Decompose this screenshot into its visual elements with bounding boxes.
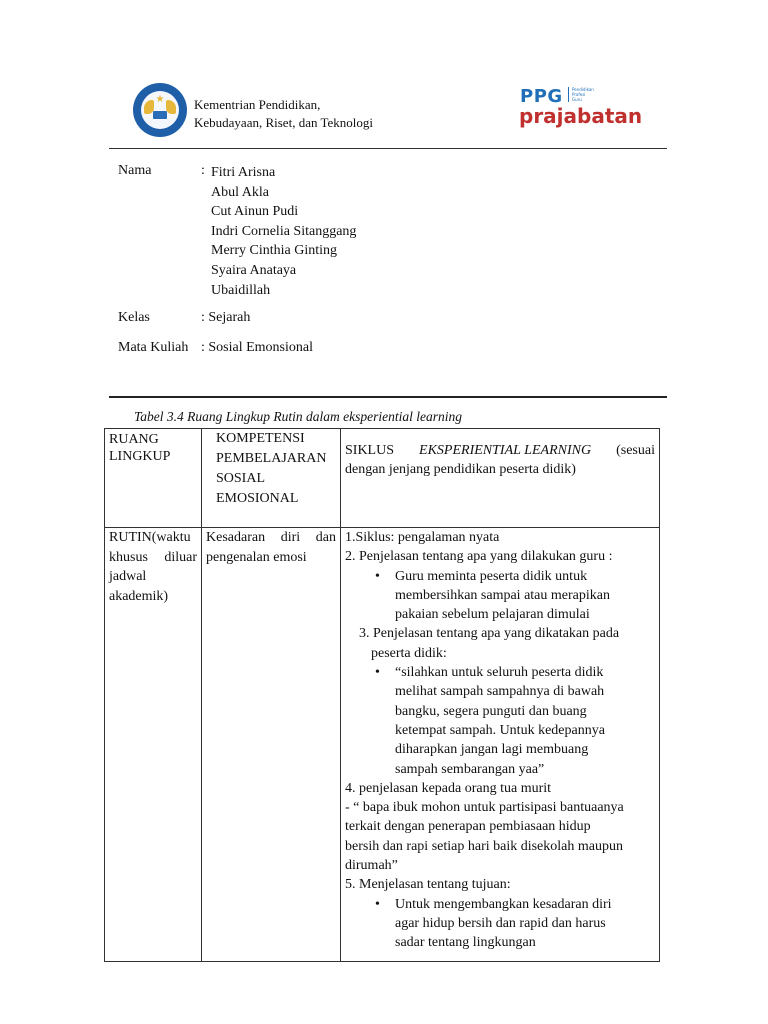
cell-text: RUTIN(waktu bbox=[109, 530, 191, 545]
header-text: KOMPETENSI bbox=[216, 431, 305, 446]
kelas-label: Kelas bbox=[118, 310, 150, 325]
nama-label: Nama bbox=[118, 163, 152, 178]
cell-text: pengenalan emosi bbox=[206, 549, 307, 565]
name-item: Syaira Anataya bbox=[211, 262, 297, 278]
ministry-line1: Kementrian Pendidikan, bbox=[194, 97, 321, 112]
ppg-small-1: Pendidikan bbox=[572, 87, 594, 92]
header-siklus bbox=[341, 429, 660, 528]
siklus-step-5: 5. Menjelasan tentang tujuan: bbox=[345, 877, 511, 893]
step-line: - “ bapa ibuk mohon untuk partisipasi bantuaanya bbox=[345, 800, 624, 816]
header-text-italic: EKSPERIENTIAL LEARNING bbox=[419, 443, 592, 458]
header-text: PEMBELAJARAN bbox=[216, 451, 327, 466]
bullet-line: sampah sembarangan yaa” bbox=[395, 761, 545, 777]
cell-text-justified: Kesadaran diri dan bbox=[206, 530, 336, 545]
header-text: dengan jenjang pendidikan peserta didik) bbox=[345, 462, 576, 477]
matkul-value: : Sosial Emonsional bbox=[201, 340, 313, 355]
siklus-step-1: 1.Siklus: pengalaman nyata bbox=[345, 530, 500, 545]
table-caption: Tabel 3.4 Ruang Lingkup Rutin dalam eksperiential learning bbox=[134, 409, 462, 424]
logo-star-icon: ★ bbox=[155, 94, 165, 105]
cell-kompetensi bbox=[202, 528, 341, 962]
header-text: RUANG bbox=[109, 432, 159, 447]
ministry-logo bbox=[133, 83, 187, 137]
section-divider bbox=[109, 396, 667, 398]
step-line: terkait dengan penerapan pembiasaan hidup bbox=[345, 819, 591, 835]
bullet-line: • Untuk mengembangkan kesadaran diri bbox=[395, 896, 612, 912]
ppg-small-2: Profesi bbox=[572, 92, 586, 97]
ppg-logo-bottom: prajabatan bbox=[519, 104, 643, 128]
name-item: Indri Cornelia Sitanggang bbox=[211, 223, 357, 239]
logo-book-icon bbox=[153, 111, 167, 119]
siklus-bullet bbox=[345, 895, 655, 953]
header-text: SIKLUS bbox=[345, 443, 395, 458]
nama-colon: : bbox=[201, 163, 205, 178]
siklus-bullet bbox=[345, 663, 655, 779]
ministry-line2: Kebudayaan, Riset, dan Teknologi bbox=[194, 115, 374, 130]
header-text: EMOSIONAL bbox=[216, 491, 299, 506]
header-text: SOSIAL bbox=[216, 471, 266, 486]
bullet-line: • Guru meminta peserta didik untuk bbox=[395, 568, 588, 584]
siklus-step-4: 4. penjelasan kepada orang tua murit bbox=[345, 780, 552, 796]
bullet-line: membersihkan sampai atau merapikan bbox=[395, 587, 610, 603]
kelas-value: : Sejarah bbox=[201, 310, 251, 325]
header-text: LINGKUP bbox=[109, 449, 171, 464]
header-text: (sesuai bbox=[616, 443, 655, 458]
ppg-logo-top: PPG bbox=[520, 86, 563, 107]
bullet-line: • “silahkan untuk seluruh peserta didik bbox=[395, 665, 604, 681]
siklus-bullet bbox=[345, 567, 655, 625]
table-row bbox=[105, 528, 660, 962]
header-siklus-line1 bbox=[345, 441, 655, 460]
cell-ruang-lingkup bbox=[105, 528, 202, 962]
ministry-name bbox=[194, 96, 373, 132]
bullet-line: melihat sampah sampahnya di bawah bbox=[395, 684, 605, 700]
ppg-logo-small bbox=[568, 87, 594, 102]
bullet-line: pakaian sebelum pelajaran dimulai bbox=[395, 607, 590, 623]
name-item: Ubaidillah bbox=[211, 282, 271, 298]
cell-text: akademik) bbox=[109, 588, 169, 604]
step-line: 3. Penjelasan tentang apa yang dikatakan pada bbox=[359, 626, 620, 642]
names-list bbox=[211, 163, 356, 300]
name-item: Merry Cinthia Ginting bbox=[211, 243, 337, 259]
step-line: dirumah” bbox=[345, 858, 398, 874]
cell-siklus bbox=[341, 528, 660, 962]
siklus-step-3 bbox=[345, 624, 655, 663]
matkul-label: Mata Kuliah bbox=[118, 340, 189, 355]
ppg-small-3: Guru bbox=[572, 97, 582, 102]
step-line: bersih dan rapi setiap hari baik disekolah maupun bbox=[345, 838, 623, 854]
name-item: Fitri Arisna bbox=[211, 165, 276, 180]
bullet-line: bangku, segera punguti dan buang bbox=[395, 703, 587, 719]
bullet-line: diharapkan jangan lagi membuang bbox=[395, 742, 589, 758]
scope-table bbox=[104, 428, 660, 962]
siklus-step-2: 2. Penjelasan tentang apa yang dilakukan guru : bbox=[345, 549, 613, 565]
bullet-line: sadar tentang lingkungan bbox=[395, 935, 536, 951]
step-line: peserta didik: bbox=[371, 645, 447, 661]
name-item: Cut Ainun Pudi bbox=[211, 204, 299, 220]
cell-text-justified: khusus diluar bbox=[109, 549, 197, 565]
header-kompetensi bbox=[202, 429, 341, 528]
header-divider bbox=[109, 148, 667, 149]
cell-text: jadwal bbox=[109, 569, 147, 584]
header-ruang-lingkup bbox=[105, 429, 202, 528]
table-header-row bbox=[105, 429, 660, 528]
bullet-line: agar hidup bersih dan rapid dan harus bbox=[395, 915, 606, 931]
name-item: Abul Akla bbox=[211, 184, 269, 200]
bullet-line: ketempat sampah. Untuk kedepannya bbox=[395, 722, 605, 738]
